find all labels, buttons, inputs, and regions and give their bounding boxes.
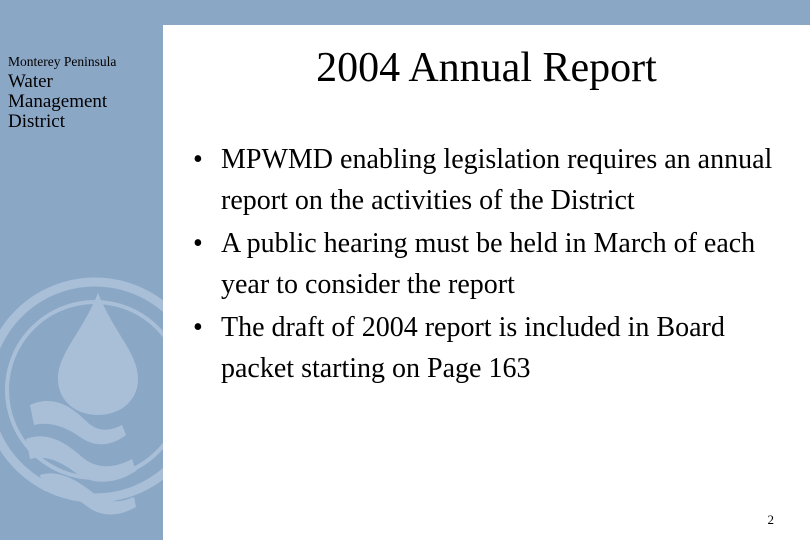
bullet-item [193,308,793,389]
page-number: 2 [767,512,774,527]
org-name-line-1: Monterey Peninsula [8,54,117,69]
org-name-line-2: Water [8,71,53,93]
bullet-item [193,224,793,305]
bullet-list [193,140,793,392]
bullet-text: MPWMD enabling legislation requires an annual report on the activities of the District [221,144,773,216]
bullet-item [193,140,793,221]
bullet-marker: • [193,312,203,343]
sidebar [0,0,163,540]
org-name-line-3: Management [8,91,108,113]
water-drop-hands-icon [0,255,163,540]
slide-title: 2004 Annual Report [316,45,657,91]
bullet-text: The draft of 2004 report is included in Board packet starting on Page 163 [221,312,725,384]
org-name-line-4: District [8,111,65,133]
organization-name [8,55,116,132]
bullet-marker: • [193,228,203,259]
bullet-text: A public hearing must be held in March of each year to consider the report [221,228,756,300]
bullet-marker: • [193,144,203,175]
top-bar [163,0,810,25]
